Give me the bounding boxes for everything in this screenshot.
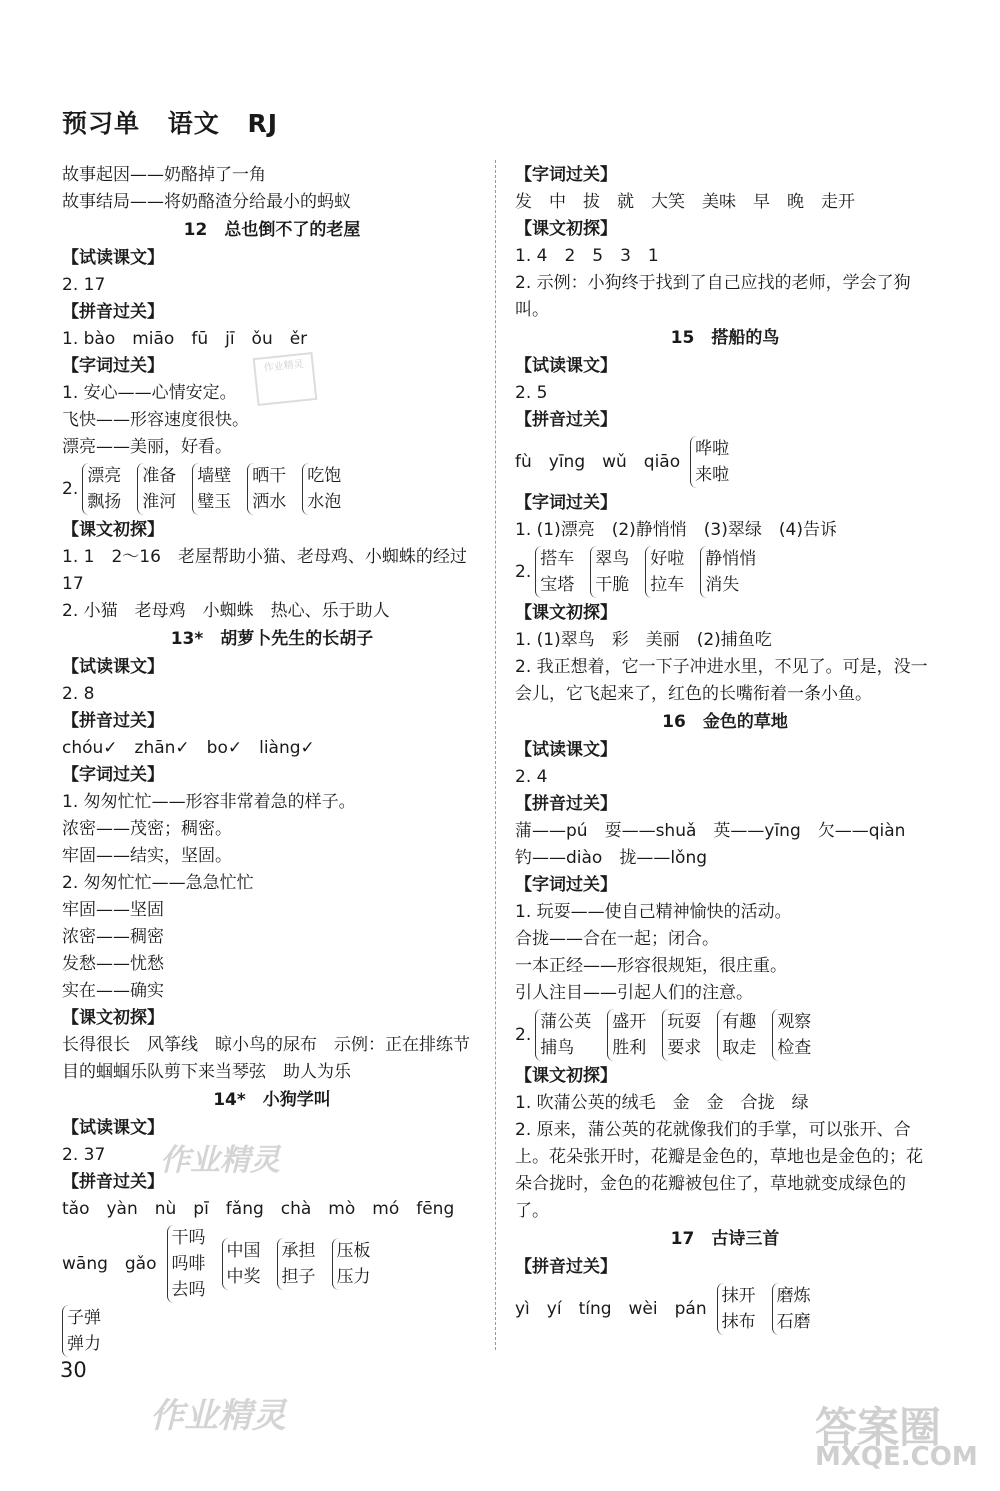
word: 子弹: [67, 1308, 101, 1328]
answer-line: 2. 17: [62, 275, 106, 295]
brace-group: [515, 1283, 935, 1335]
group-prefix: fù yīng wǔ qiāo: [515, 451, 681, 472]
answer-line: 2. 37: [62, 1145, 106, 1165]
answer-line: 合拢——合在一起；闭合。: [515, 929, 719, 949]
word: 担子: [281, 1267, 316, 1287]
word: 压力: [336, 1267, 371, 1287]
word: 抹开: [721, 1286, 756, 1306]
answer-line: 钓——diào 拢——lǒng: [515, 848, 708, 868]
section-label: 【拼音过关】: [515, 794, 617, 814]
word-triple: [167, 1225, 206, 1303]
section-label: 【字词过关】: [62, 765, 164, 785]
site-logo: 答案圈: [815, 1403, 942, 1452]
section-label: 【试读课文】: [515, 356, 617, 376]
group-prefix: 2.: [515, 561, 532, 582]
word-pair: [247, 463, 286, 515]
answer-line: 1. 1 2～16 老屋帮助小猫、老母鸡、小蜘蛛的经过 17: [62, 547, 484, 594]
word: 捕鸟: [540, 1038, 575, 1058]
answer-line: 2. 5: [515, 383, 548, 403]
word: 要求: [667, 1038, 702, 1058]
answer-line: 2. 4: [515, 767, 548, 787]
answer-line: 2. 示例：小狗终于找到了自己应找的老师，学会了狗叫。: [515, 273, 911, 320]
answer-line: 发 中 拔 就 大笑 美味 早 晚 走开: [515, 192, 855, 212]
answer-line: tǎo yàn nù pī fǎng chà mò mó fēng: [62, 1199, 455, 1219]
answer-line: 漂亮——美丽，好看。: [62, 437, 232, 457]
word-pair: [535, 1009, 591, 1061]
answer-line: 1. (1)漂亮 (2)静悄悄 (3)翠绿 (4)告诉: [515, 520, 837, 540]
left-column: [62, 162, 482, 1359]
word: 漂亮: [87, 466, 122, 486]
brace-group: [515, 1009, 935, 1061]
header-subject: 语文: [167, 109, 220, 138]
word: 消失: [705, 575, 740, 595]
answer-line: 1. 匆匆忙忙——形容非常着急的样子。: [62, 792, 356, 812]
word: 压板: [336, 1241, 371, 1261]
section-label: 【试读课文】: [515, 740, 617, 760]
answer-line: 牢固——坚固: [62, 900, 164, 920]
section-label: 【拼音过关】: [62, 711, 164, 731]
answer-line: 故事起因——奶酪掉了一角: [62, 165, 266, 185]
word: 抹布: [721, 1312, 756, 1332]
word: 观察: [777, 1012, 812, 1032]
lesson-title: 14* 小狗学叫: [213, 1090, 331, 1110]
word-pair: [772, 1283, 811, 1335]
answer-line: 2. 原来，蒲公英的花就像我们的手掌，可以张开、合上。花朵张开时，花瓣是金色的，草地也是金色的；花朵合拢时，金色的花瓣被包住了，草地就变成绿色的了。: [515, 1120, 923, 1221]
word: 搭车: [540, 549, 575, 569]
answer-line: 2. 匆匆忙忙——急急忙忙: [62, 873, 254, 893]
section-label: 【字词过关】: [515, 493, 617, 513]
word: 璧玉: [197, 492, 232, 512]
word: 中国: [226, 1241, 261, 1261]
word: 洒水: [252, 492, 287, 512]
word-pair: [137, 463, 176, 515]
watermark-text: 作业精灵: [160, 1143, 280, 1178]
watermark-text: 作业精灵: [150, 1396, 286, 1436]
word: 磨炼: [776, 1286, 811, 1306]
word-pair: [662, 1009, 701, 1061]
section-label: 【拼音过关】: [62, 302, 164, 322]
answer-line: 发愁——忧愁: [62, 954, 164, 974]
word: 胜利: [612, 1038, 647, 1058]
section-label: 【课文初探】: [515, 603, 617, 623]
word: 去吗: [171, 1280, 206, 1300]
lesson-title: 15 搭船的鸟: [670, 328, 780, 348]
answer-line: 飞快——形容速度很快。: [62, 410, 249, 430]
page-header: [62, 104, 296, 140]
right-column: [515, 162, 935, 1337]
answer-line: 浓密——茂密；稠密。: [62, 819, 232, 839]
answer-line: 2. 8: [62, 684, 95, 704]
section-label: 【字词过关】: [515, 165, 617, 185]
word: 水泡: [307, 492, 342, 512]
lesson-title: 16 金色的草地: [662, 712, 788, 732]
word: 翠鸟: [595, 549, 630, 569]
word: 承担: [281, 1241, 316, 1261]
group-prefix: 2.: [62, 478, 79, 499]
column-divider: [495, 160, 496, 1350]
group-prefix: 2.: [515, 1024, 532, 1045]
word: 宝塔: [540, 575, 575, 595]
section-label: 【拼音过关】: [515, 1257, 617, 1277]
section-label: 【拼音过关】: [515, 410, 617, 430]
section-label: 【课文初探】: [62, 1008, 164, 1028]
section-label: 【拼音过关】: [62, 1172, 164, 1192]
word-pair: [717, 1009, 756, 1061]
section-label: 【课文初探】: [515, 219, 617, 239]
word: 干吗: [171, 1228, 206, 1248]
header-book-title: 预习单: [62, 109, 141, 138]
lesson-title: 12 总也倒不了的老屋: [183, 220, 361, 240]
word: 哗啦: [695, 439, 730, 459]
word: 弹力: [67, 1334, 101, 1354]
answer-line: 故事结局——将奶酪渣分给最小的蚂蚁: [62, 192, 351, 212]
section-label: 【试读课文】: [62, 1118, 164, 1138]
word: 吗啡: [171, 1254, 206, 1274]
brace-group: [62, 1225, 482, 1303]
site-url: MXQE.COM: [815, 1442, 978, 1472]
brace-group: [515, 436, 935, 488]
word: 盛开: [612, 1012, 647, 1032]
word: 准备: [142, 466, 177, 486]
word: 飘扬: [87, 492, 122, 512]
word-pair: [192, 463, 231, 515]
word: 好啦: [650, 549, 685, 569]
word-pair: [535, 546, 574, 598]
brace-group: [62, 1305, 482, 1357]
answer-line: 1. 安心——心情安定。: [62, 383, 237, 403]
header-edition: RJ: [247, 109, 279, 138]
answer-line: 实在——确实: [62, 981, 164, 1001]
word: 检查: [777, 1038, 812, 1058]
answer-line: 2. 我正想着，它一下子冲进水里，不见了。可是，没一会儿，它飞起来了，红色的长嘴衔着一条小鱼。: [515, 657, 928, 704]
word-pair: [690, 436, 729, 488]
word: 淮河: [142, 492, 177, 512]
answer-line: 1. (1)翠鸟 彩 美丽 (2)捕鱼吃: [515, 630, 772, 650]
watermark-stamp: 作业精灵: [253, 352, 318, 406]
answer-line: 1. bào miāo fū jī ǒu ěr: [62, 329, 308, 349]
group-prefix: wāng gǎo: [62, 1253, 157, 1274]
answer-line: 引人注目——引起人们的注意。: [515, 983, 753, 1003]
section-label: 【试读课文】: [62, 248, 164, 268]
answer-line: 2. 小猫 老母鸡 小蜘蛛 热心、乐于助人: [62, 601, 390, 621]
word-pair: [645, 546, 684, 598]
word: 吃饱: [307, 466, 342, 486]
section-label: 【试读课文】: [62, 657, 164, 677]
section-label: 【字词过关】: [62, 356, 164, 376]
answer-line: 1. 玩耍——使自己精神愉快的活动。: [515, 902, 792, 922]
word-pair: [717, 1283, 756, 1335]
word: 拉车: [650, 575, 685, 595]
answer-line: 一本正经——形容很规矩，很庄重。: [515, 956, 787, 976]
brace-group: [515, 546, 935, 598]
brace-group: [62, 463, 482, 515]
answer-line: 牢固——结实，坚固。: [62, 846, 232, 866]
word: 中奖: [226, 1267, 261, 1287]
lesson-title: 17 古诗三首: [670, 1229, 780, 1249]
section-label: 【课文初探】: [62, 520, 164, 540]
word-pair: [772, 1009, 811, 1061]
word: 来啦: [695, 465, 730, 485]
word: 干脆: [595, 575, 630, 595]
word: 蒲公英: [540, 1012, 592, 1032]
word: 静悄悄: [705, 549, 757, 569]
page-number: 30: [60, 1358, 87, 1382]
lesson-title: 13* 胡萝卜先生的长胡子: [170, 629, 374, 649]
word: 石磨: [776, 1312, 811, 1332]
answer-line: 1. 4 2 5 3 1: [515, 246, 659, 266]
word: 有趣: [722, 1012, 757, 1032]
word: 墙壁: [197, 466, 232, 486]
word: 玩耍: [667, 1012, 702, 1032]
section-label: 【字词过关】: [515, 875, 617, 895]
answer-line: 浓密——稠密: [62, 927, 164, 947]
answer-line: 蒲——pú 耍——shuǎ 英——yīng 欠——qiàn: [515, 821, 906, 841]
word-pair: [277, 1238, 316, 1290]
word: 晒干: [252, 466, 287, 486]
answer-line: 长得很长 风筝线 晾小鸟的尿布 示例：正在排练节目的蝈蝈乐队剪下来当琴弦 助人为乐: [62, 1035, 470, 1082]
word-pair: [62, 1305, 101, 1357]
section-label: 【课文初探】: [515, 1066, 617, 1086]
word-pair: [700, 546, 756, 598]
word-pair: [82, 463, 121, 515]
word-pair: [302, 463, 341, 515]
word-pair: [590, 546, 629, 598]
word-pair: [332, 1238, 371, 1290]
answer-line: chóu✓ zhān✓ bo✓ liàng✓: [62, 738, 315, 758]
group-prefix: yì yí tíng wèi pán: [515, 1298, 707, 1319]
word-pair: [607, 1009, 646, 1061]
word: 取走: [722, 1038, 757, 1058]
answer-line: 1. 吹蒲公英的绒毛 金 金 合拢 绿: [515, 1093, 809, 1113]
word-pair: [222, 1238, 261, 1290]
